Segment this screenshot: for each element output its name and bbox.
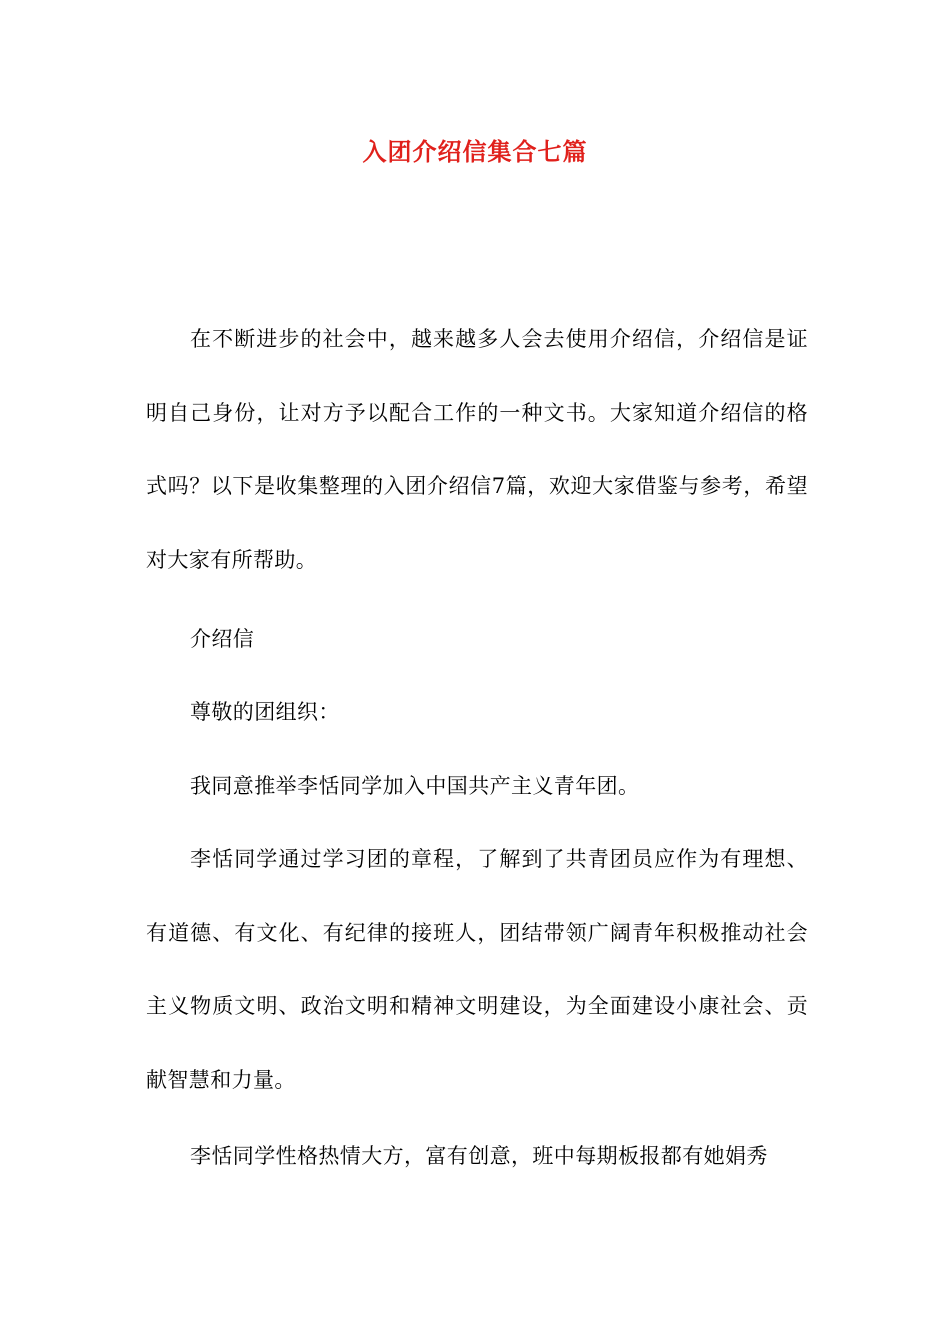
letter-paragraph: 李恬同学性格热情大方，富有创意，班中每期板报都有她娟秀 bbox=[190, 1144, 768, 1168]
intro-paragraph: 在不断进步的社会中，越来越多人会去使用介绍信，介绍信是证明自己身份，让对方予以配合工作的一种文书。大家知道介绍信的格式吗？以下是收集整理的入团介绍信7篇，欢迎大家借鉴与参考，希望对大家有所帮助。 bbox=[146, 327, 808, 572]
letter-salutation: 尊敬的团组织： bbox=[190, 700, 340, 724]
letter-heading: 介绍信 bbox=[190, 627, 255, 651]
document-title: 入团介绍信集合七篇 bbox=[362, 137, 588, 166]
letter-paragraph: 李恬同学通过学习团的章程，了解到了共青团员应作为有理想、有道德、有文化、有纪律的接班人，团结带领广阔青年积极推动社会主义物质文明、政治文明和精神文明建设，为全面建设小康社会、贡献智慧和力量。 bbox=[146, 847, 808, 1092]
letter-paragraph: 我同意推举李恬同学加入中国共产主义青年团。 bbox=[190, 774, 640, 798]
